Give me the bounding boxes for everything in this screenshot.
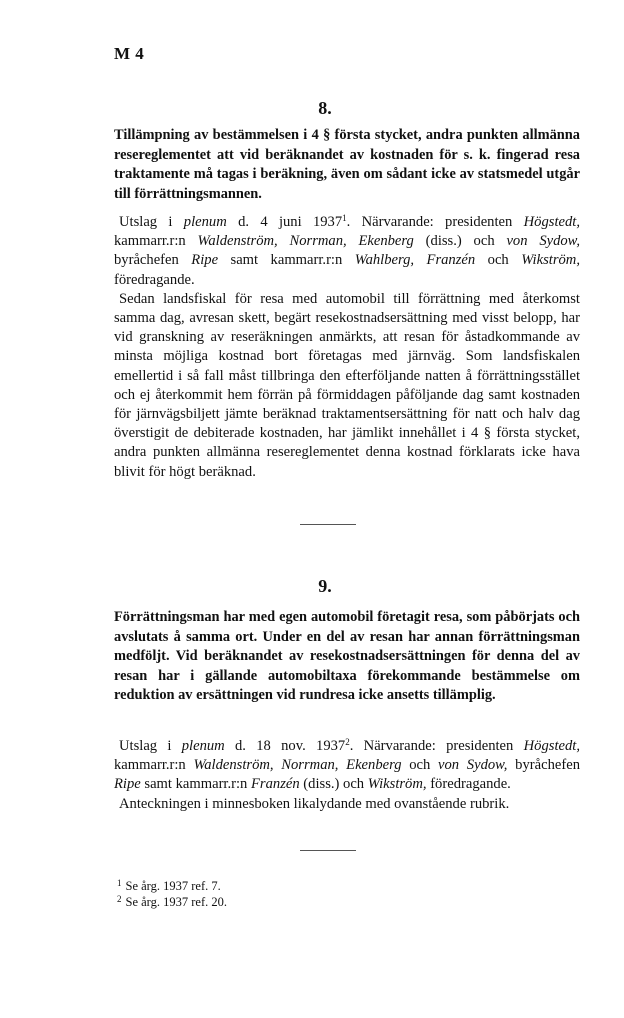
section-9-verdict: Utslag i plenum d. 18 nov. 1937$^2$. Närvarande: presidenten Högstedt, kammarr.r:n Waldenström, Norrman, Ekenberg och von Sydow, byråchefen Ripe samt kammarr.r:n Franzén (diss.) och Wikström, föredragande. [114, 737, 580, 793]
section-8-number: 8. [318, 98, 332, 118]
section-8-heading: Tillämpning av bestämmelsen i 4 § första stycket, andra punkten allmänna resereglementet att vid beräknandet av kostnaden för s. k. fingerad resa traktamente må tagas i beräkning, även om sådant icke av statsmedel utgår till förrättningsmannen. [114, 127, 580, 202]
section-9-text: Anteckningen i minnesboken likalydande med ovanstående rubrik. [119, 795, 510, 812]
footnote-2: $^2$ Se årg. 1937 ref. 20. [117, 893, 227, 909]
section-9-number: 9. [318, 576, 332, 596]
section-9-heading: Förrättningsman har med egen automobil företagit resa, som påbörjats och avslutats å samma ort. Under en del av resan har annan förrättningsman medföljt. Vid beräknandet av resekostnadsersättningen för denna del av resan har i gällande automobiltaxa förekommande bestämmelse om reduktion av ersättningen vid rundresa icke ansetts tillämplig. [114, 609, 580, 703]
section-divider-2 [300, 850, 356, 851]
section-9-body [114, 737, 580, 814]
section-8-body [114, 213, 580, 482]
section-8-text: Sedan landsfiskal för resa med automobil till förrättning med återkomst samma dag, avresan skett, begärt resekostnadsersättning med visst belopp, har vid granskning av reseräkningen anmärkts, att resan för åstadkommande av minsta möjliga kostnad bort företagas med järnväg. Som landsfiskalen emellertid i så fall måst tillbringa den efterföljande natten å förrättningsstället och ej återkommit hem förrän på förmiddagen påföljande dag samt kostnaden för järnvägsbiljett jämte beräknad traktamentsersättning för natt och halv dag överstigit de debiterade kostnaden, har jämlikt innehållet i 4 § första stycket, andra punkten allmänna resereglementet denna kostnad förklarats icke hava blivit för högt beräknad. [114, 290, 580, 480]
footnote-1: $^1$ Se årg. 1937 ref. 7. [117, 878, 221, 893]
footnotes [117, 879, 227, 910]
section-8-verdict: Utslag i plenum d. 4 juni 1937$^1$. Närvarande: presidenten Högstedt, kammarr.r:n Waldenström, Norrman, Ekenberg (diss.) och von Sydow, byråchefen Ripe samt kammarr.r:n Wahlberg, Franzén och Wikström, föredragande. [114, 213, 580, 288]
section-divider-1 [300, 524, 356, 525]
page-header: M 4 [114, 44, 145, 63]
footnote-ref-2: 2 [345, 737, 350, 747]
footnote-ref-1: 1 [342, 213, 347, 223]
